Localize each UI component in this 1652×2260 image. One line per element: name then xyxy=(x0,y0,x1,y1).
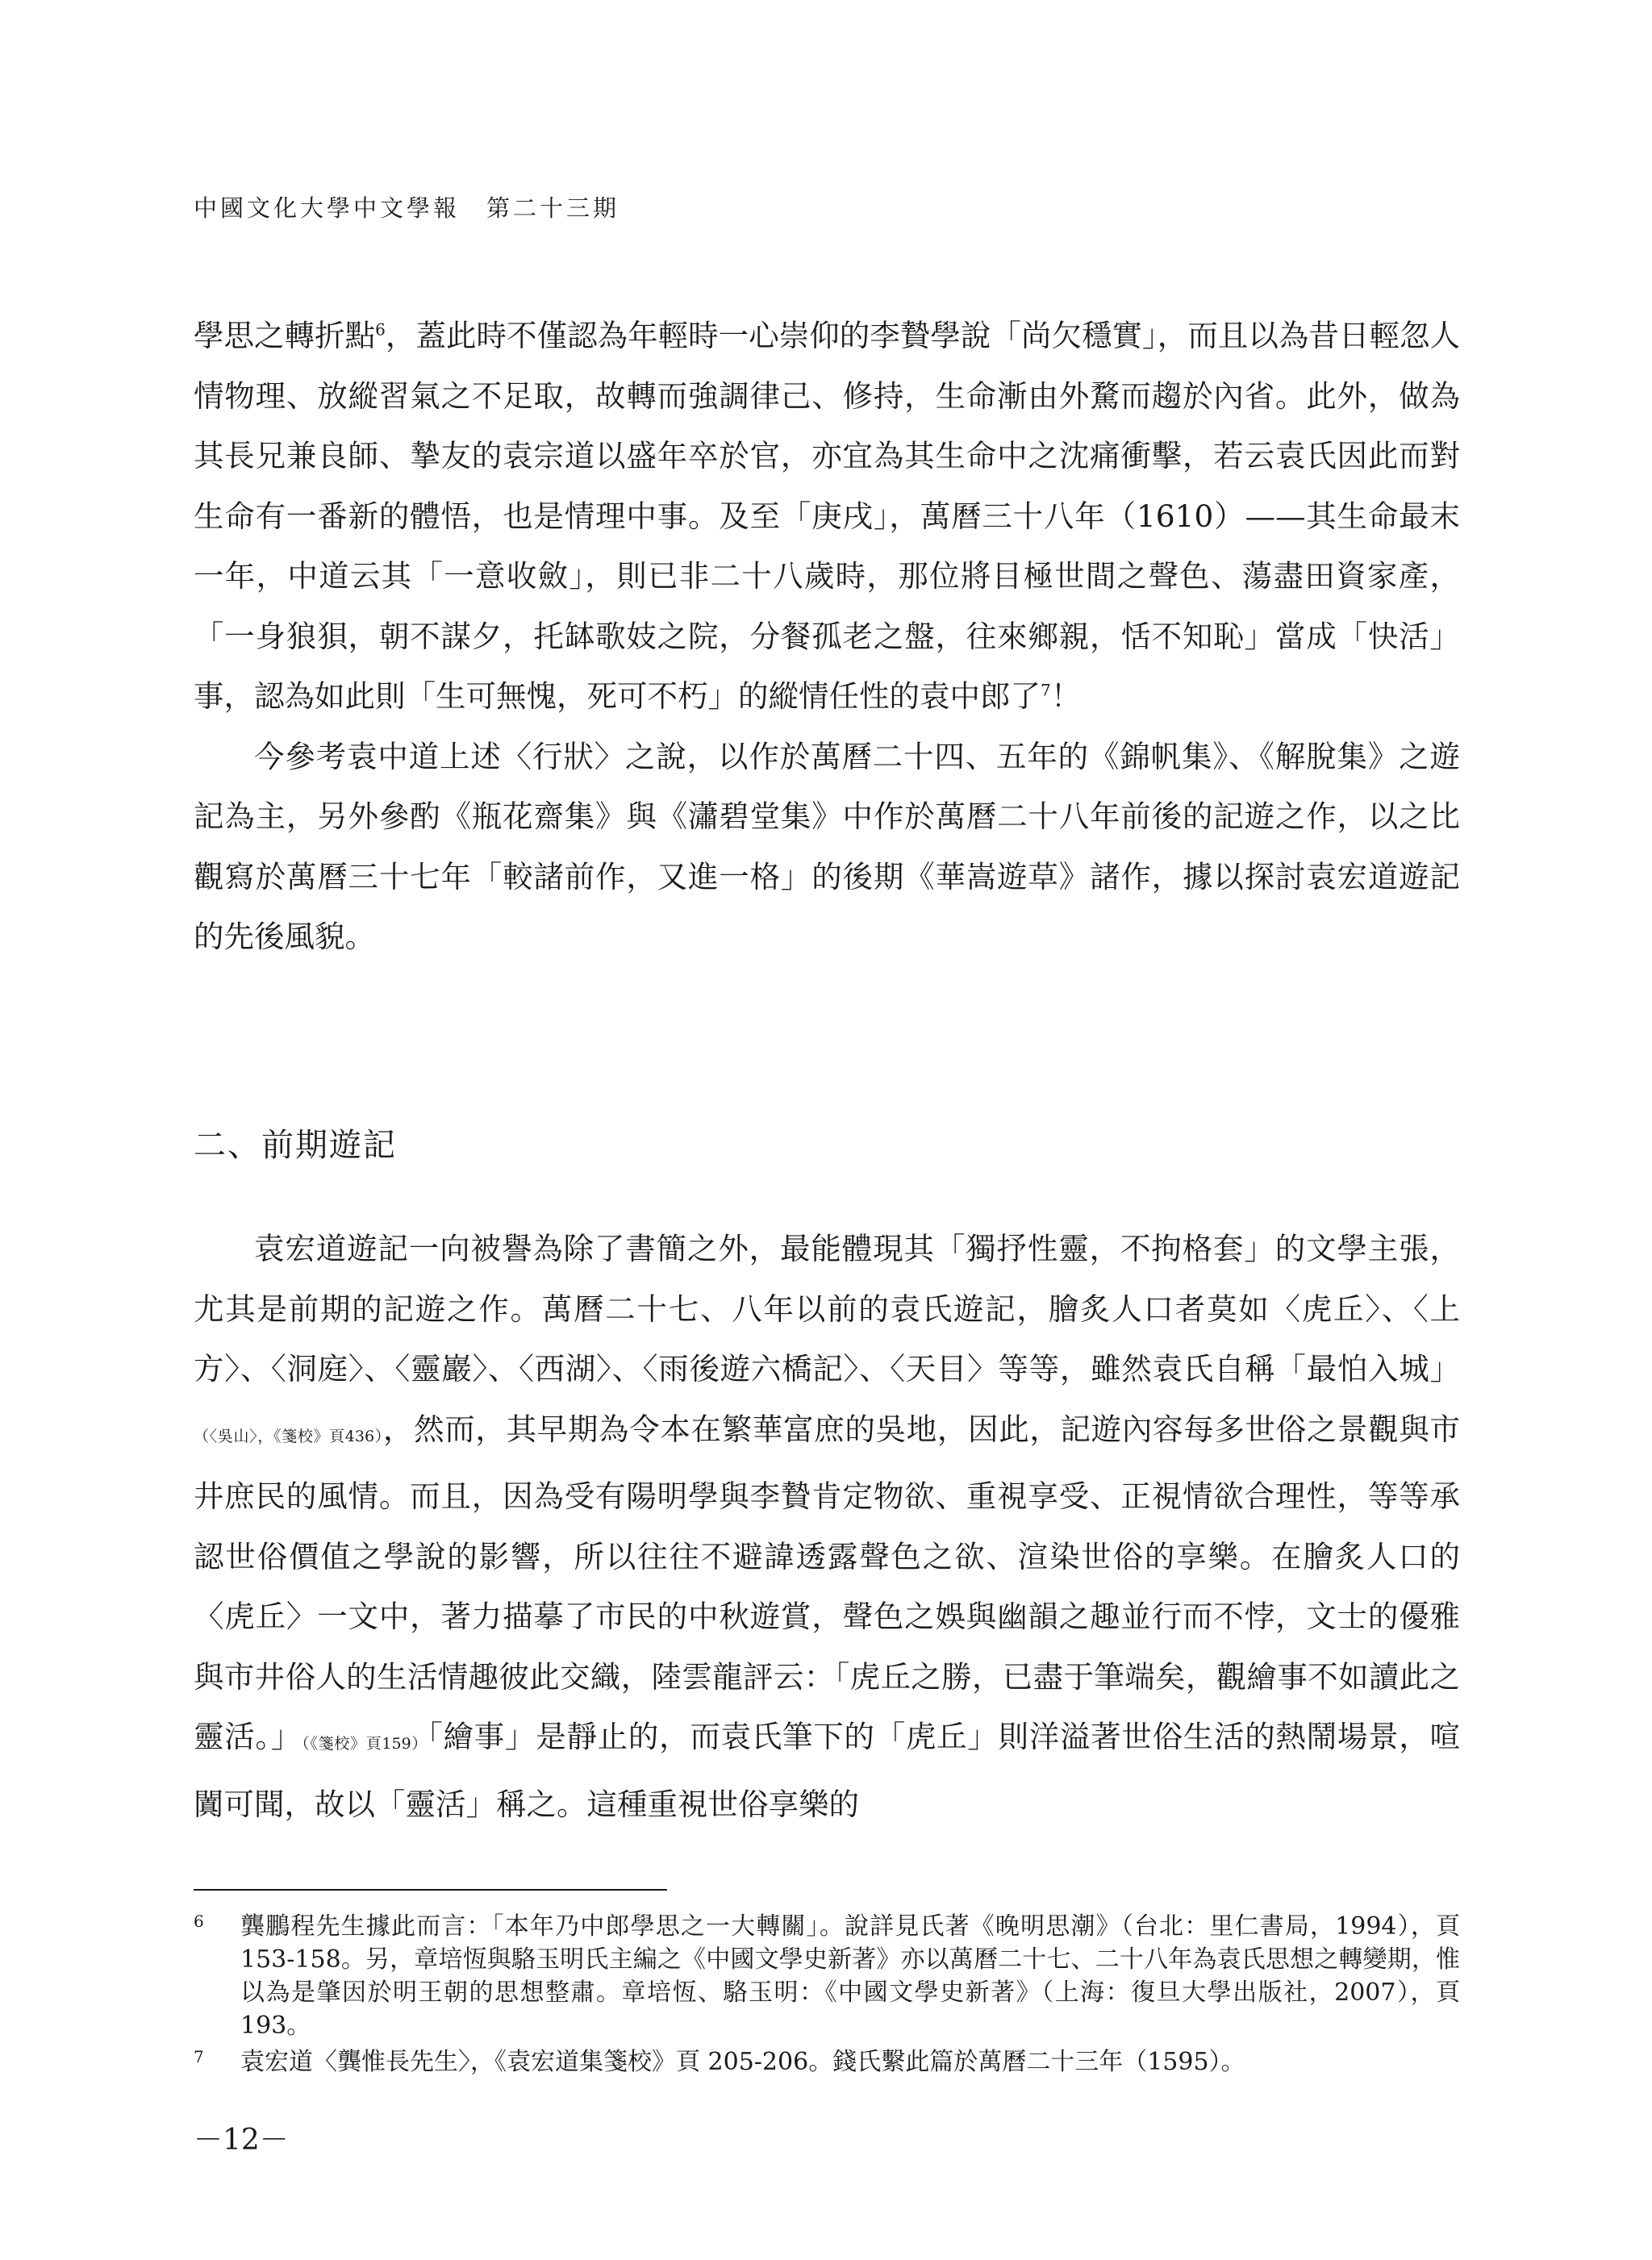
footnote-6 xyxy=(194,1910,1460,2042)
body-block-continuation xyxy=(194,306,1460,967)
paragraph-text: ，蓋此時不僅認為年輕時一心崇仰的李贄學說「尚欠穩實」，而且以為昔日輕忽人情物理、放縱習氣之不足取，故轉而強調律己、修持，生命漸由外騖而趨於內省。此外，做為其長兄兼良師、摯友的袁宗道以盛年卒於官，亦宜為其生命中之沈痛衝擊，若云袁氏因此而對生命有一番新的體悟，也是情理中事。及至「庚戌」，萬曆三十八年（1610）——其生命最末一年，中道云其「一意收斂」，則已非二十八歲時，那位將目極世間之聲色、蕩盡田資家產，「一身狼狽，朝不謀夕，托缽歌妓之院，分餐孤老之盤，往來鄉親，恬不知恥」當成「快活」事，認為如此則「生可無愧，死可不朽」的縱情任性的袁中郎了 xyxy=(194,318,1461,714)
footnote-number: 7 xyxy=(194,2047,204,2066)
footnote-7 xyxy=(194,2045,1460,2079)
paragraph xyxy=(194,1219,1460,1834)
inline-citation: （《箋校》頁159） xyxy=(302,1735,428,1753)
footnote-text: 龔鵬程先生據此而言：「本年乃中郎學思之一大轉關」。說詳見氏著《晚明思潮》（台北：里仁書局，1994），頁 153-158。另，章培恆與駱玉明氏主編之《中國文學史新著》亦以萬曆二十七、二十八年為袁氏思想之轉變期，惟以為是肇因於明王朝的思想整肅。章培恆、駱玉明：《中國文學史新著》（上海：復旦大學出版社，2007），頁 193。 xyxy=(240,1912,1460,2040)
footnote-ref-6[interactable]: 6 xyxy=(375,319,386,340)
body-block-section xyxy=(194,1219,1460,1834)
section-heading: 二、前期遊記 xyxy=(194,1127,397,1164)
paragraph-text: ，然而，其早期為令本在繁華富庶的吳地，因此，記遊內容每多世俗之景觀與市井庶民的風情。而且，因為受有陽明學與李贄肯定物欲、重視享受、正視情欲合理性，等等承認世俗價值之學說的影響，所以往往不避諱透露聲色之欲、渲染世俗的享樂。在膾炙人口的〈虎丘〉一文中，著力描摹了市民的中秋遊賞，聲色之娛與幽韻之趣並行而不悖，文士的優雅與市井俗人的生活情趣彼此交織，陸雲龍評云：「虎丘之勝，已盡于筆端矣，觀繪事不如讀此之靈活。」 xyxy=(194,1411,1460,1754)
running-header: 中國文化大學中文學報 第二十三期 xyxy=(194,194,620,222)
paragraph-text: 「繪事」是靜止的，而袁氏筆下的「虎丘」則洋溢著世俗生活的熱鬧場景，喧闐可聞，故以「靈活」稱之。這種重視世俗享樂的 xyxy=(194,1719,1461,1822)
footnotes xyxy=(194,1910,1460,2082)
paragraph-text: 袁宏道遊記一向被譽為除了書簡之外，最能體現其「獨抒性靈，不拘格套」的文學主張，尤其是前期的記遊之作。萬曆二十七、八年以前的袁氏遊記，膾炙人口者莫如〈虎丘〉、〈上方〉、〈洞庭〉、〈靈巖〉、〈西湖〉、〈雨後遊六橋記〉、〈天目〉等等，雖然袁氏自稱「最怕入城」 xyxy=(194,1231,1460,1386)
footnote-ref-7[interactable]: 7 xyxy=(1041,680,1051,700)
footnote-number: 6 xyxy=(194,1912,204,1931)
paragraph: 今參考袁中道上述〈行狀〉之說，以作於萬曆二十四、五年的《錦帆集》、《解脫集》之遊記為主，另外參酌《瓶花齋集》與《瀟碧堂集》中作於萬曆二十八年前後的記遊之作，以之比觀寫於萬曆三十七年「較諸前作，又進一格」的後期《華嵩遊草》諸作，據以探討袁宏道遊記的先後風貌。 xyxy=(194,738,1460,954)
inline-citation: （〈吳山〉，《箋校》頁436） xyxy=(194,1427,383,1445)
paragraph-continuation xyxy=(194,306,1460,727)
footnote-divider xyxy=(194,1889,667,1891)
footnote-text: 袁宏道〈龔惟長先生〉，《袁宏道集箋校》頁 205-206。錢氏繫此篇於萬曆二十三年（1595）。 xyxy=(240,2048,1245,2076)
page-number: －12－ xyxy=(194,2124,289,2157)
paragraph-text: 學思之轉折點 xyxy=(194,318,376,353)
paragraph-text: ！ xyxy=(1050,678,1082,714)
